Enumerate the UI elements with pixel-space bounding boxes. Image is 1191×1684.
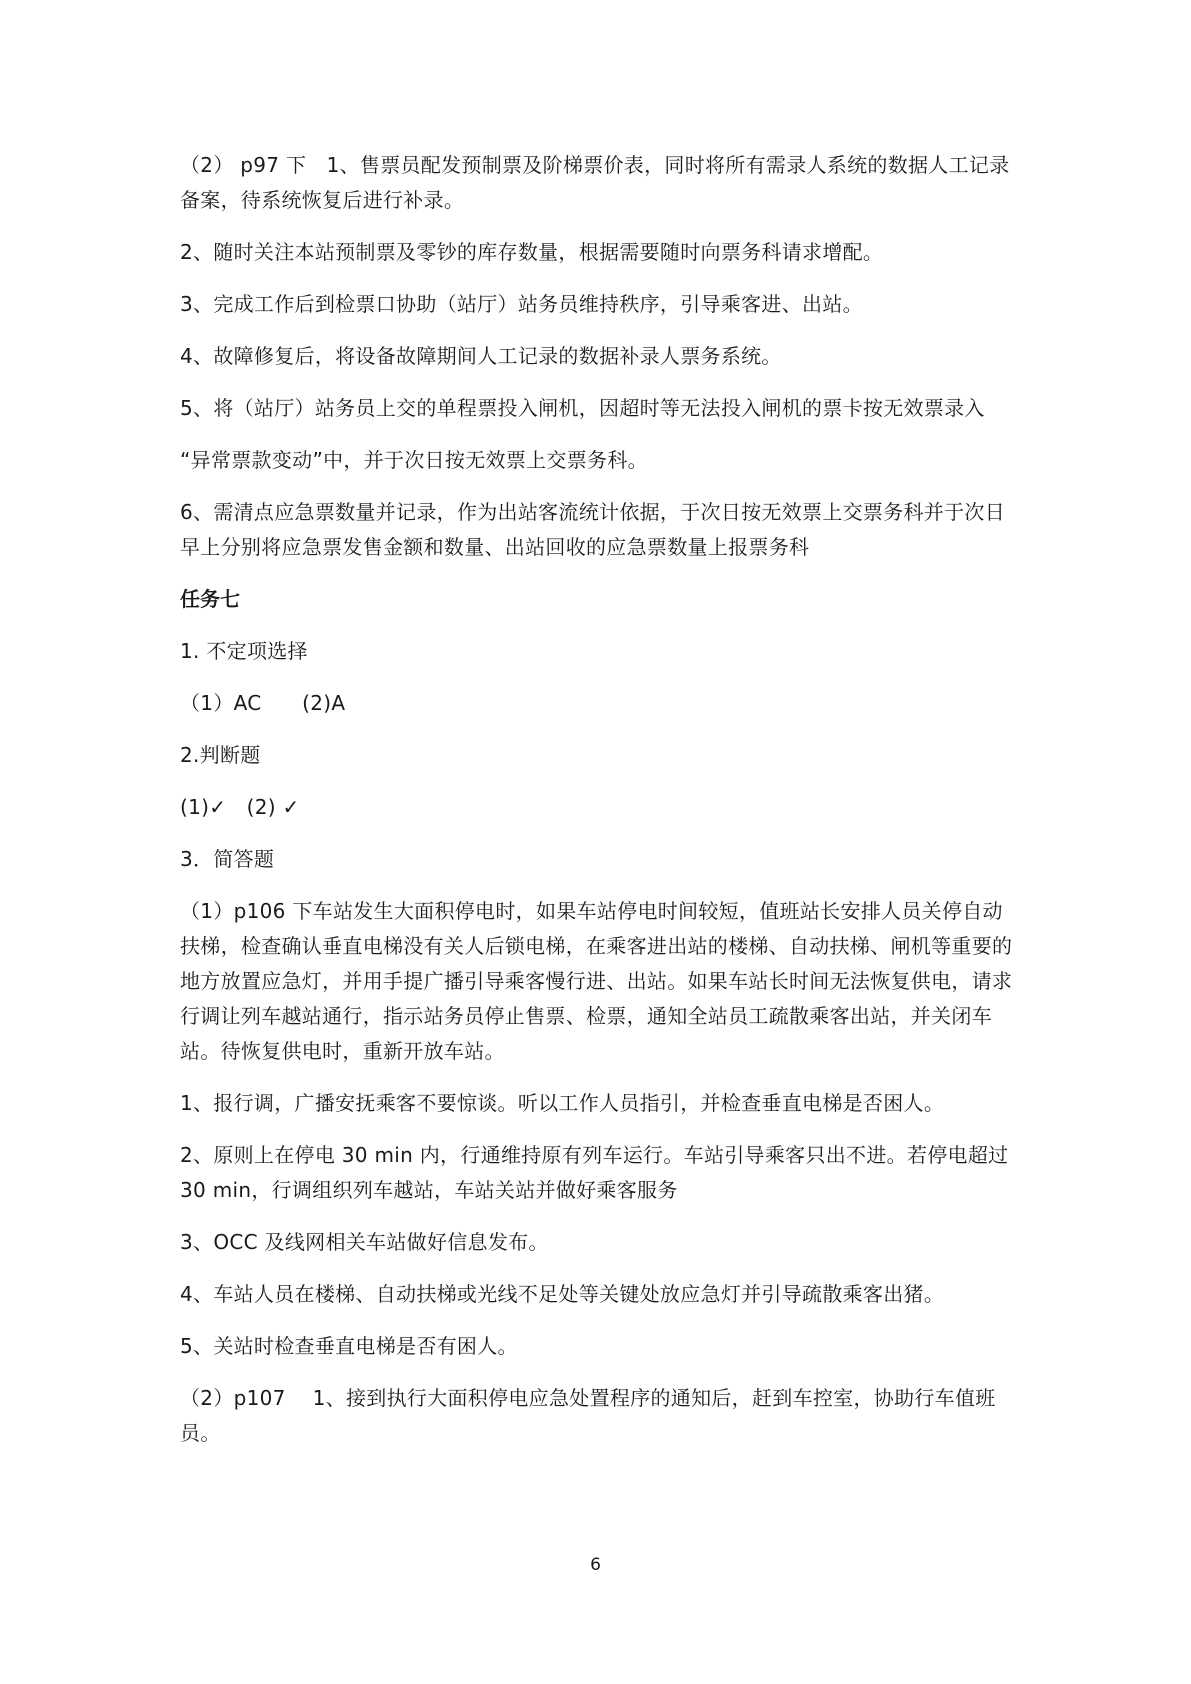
paragraph-step-4: 4、故障修复后，将设备故障期间人工记录的数据补录人票务系统。 — [180, 344, 782, 368]
answer-short-1-step-4: 4、车站人员在楼梯、自动扶梯或光线不足处等关键处放应急灯并引导疏散乘客出猪。 — [180, 1282, 945, 1306]
paragraph-step-6: 6、需清点应急票数量并记录，作为出站客流统计依据，于次日按无效票上交票务科并于次日早上分别将应急票发售金额和数量、出站回收的应急票数量上报票务科 — [180, 500, 1006, 559]
section-title: 任务七 — [180, 587, 240, 611]
page-content — [180, 148, 1015, 1468]
answer-short-1-step-2: 2、原则上在停电 30 min 内，行通维持原有列车运行。车站引导乘客只出不进。若停电超过 30 min，行调组织列车越站，车站关站并做好乘客服务 — [180, 1143, 1009, 1202]
answer-true-false: (1)✓ (2) ✓ — [180, 795, 300, 819]
answer-short-2: （2）p107 1、接到执行大面积停电应急处置程序的通知后，赶到车控室，协助行车值班员。 — [180, 1386, 996, 1445]
paragraph-step-2: 2、随时关注本站预制票及零钞的库存数量，根据需要随时向票务科请求增配。 — [180, 240, 884, 264]
answer-multiple-choice: （1）AC (2)A — [180, 691, 346, 715]
page-number: 6 — [590, 1555, 601, 1575]
answer-short-1: （1）p106 下车站发生大面积停电时，如果车站停电时间较短，值班站长安排人员关停自动扶梯，检查确认垂直电梯没有关人后锁电梯，在乘客进出站的楼梯、自动扶梯、闸机等重要的地方放置应急灯，并用手提广播引导乘客慢行进、出站。如果车站长时间无法恢复供电，请求行调让列车越站通行，指示站务员停止售票、检票，通知全站员工疏散乘客出站，并关闭车站。待恢复供电时，重新开放车站。 — [180, 899, 1013, 1063]
paragraph-step-3: 3、完成工作后到检票口协助（站厅）站务员维持秩序，引导乘客进、出站。 — [180, 292, 863, 316]
answer-short-1-step-3: 3、OCC 及线网相关车站做好信息发布。 — [180, 1230, 549, 1254]
paragraph-step-5: 5、将（站厅）站务员上交的单程票投入闸机，因超时等无法投入闸机的票卡按无效票录入 — [180, 396, 985, 420]
paragraph-step-5-continued: “异常票款变动”中，并于次日按无效票上交票务科。 — [180, 448, 648, 472]
question-heading-true-false: 2.判断题 — [180, 743, 261, 767]
answer-short-1-step-1: 1、报行调，广播安抚乘客不要惊谈。听以工作人员指引，并检查垂直电梯是否困人。 — [180, 1091, 945, 1115]
paragraph-ticket-seller-step-1: （2） p97 下 1、售票员配发预制票及阶梯票价表，同时将所有需录人系统的数据人工记录备案，待系统恢复后进行补录。 — [180, 153, 1010, 212]
question-heading-short-answer: 3．简答题 — [180, 847, 275, 871]
answer-short-1-step-5: 5、关站时检查垂直电梯是否有困人。 — [180, 1334, 518, 1358]
question-heading-multiple-choice: 1. 不定项选择 — [180, 639, 308, 663]
